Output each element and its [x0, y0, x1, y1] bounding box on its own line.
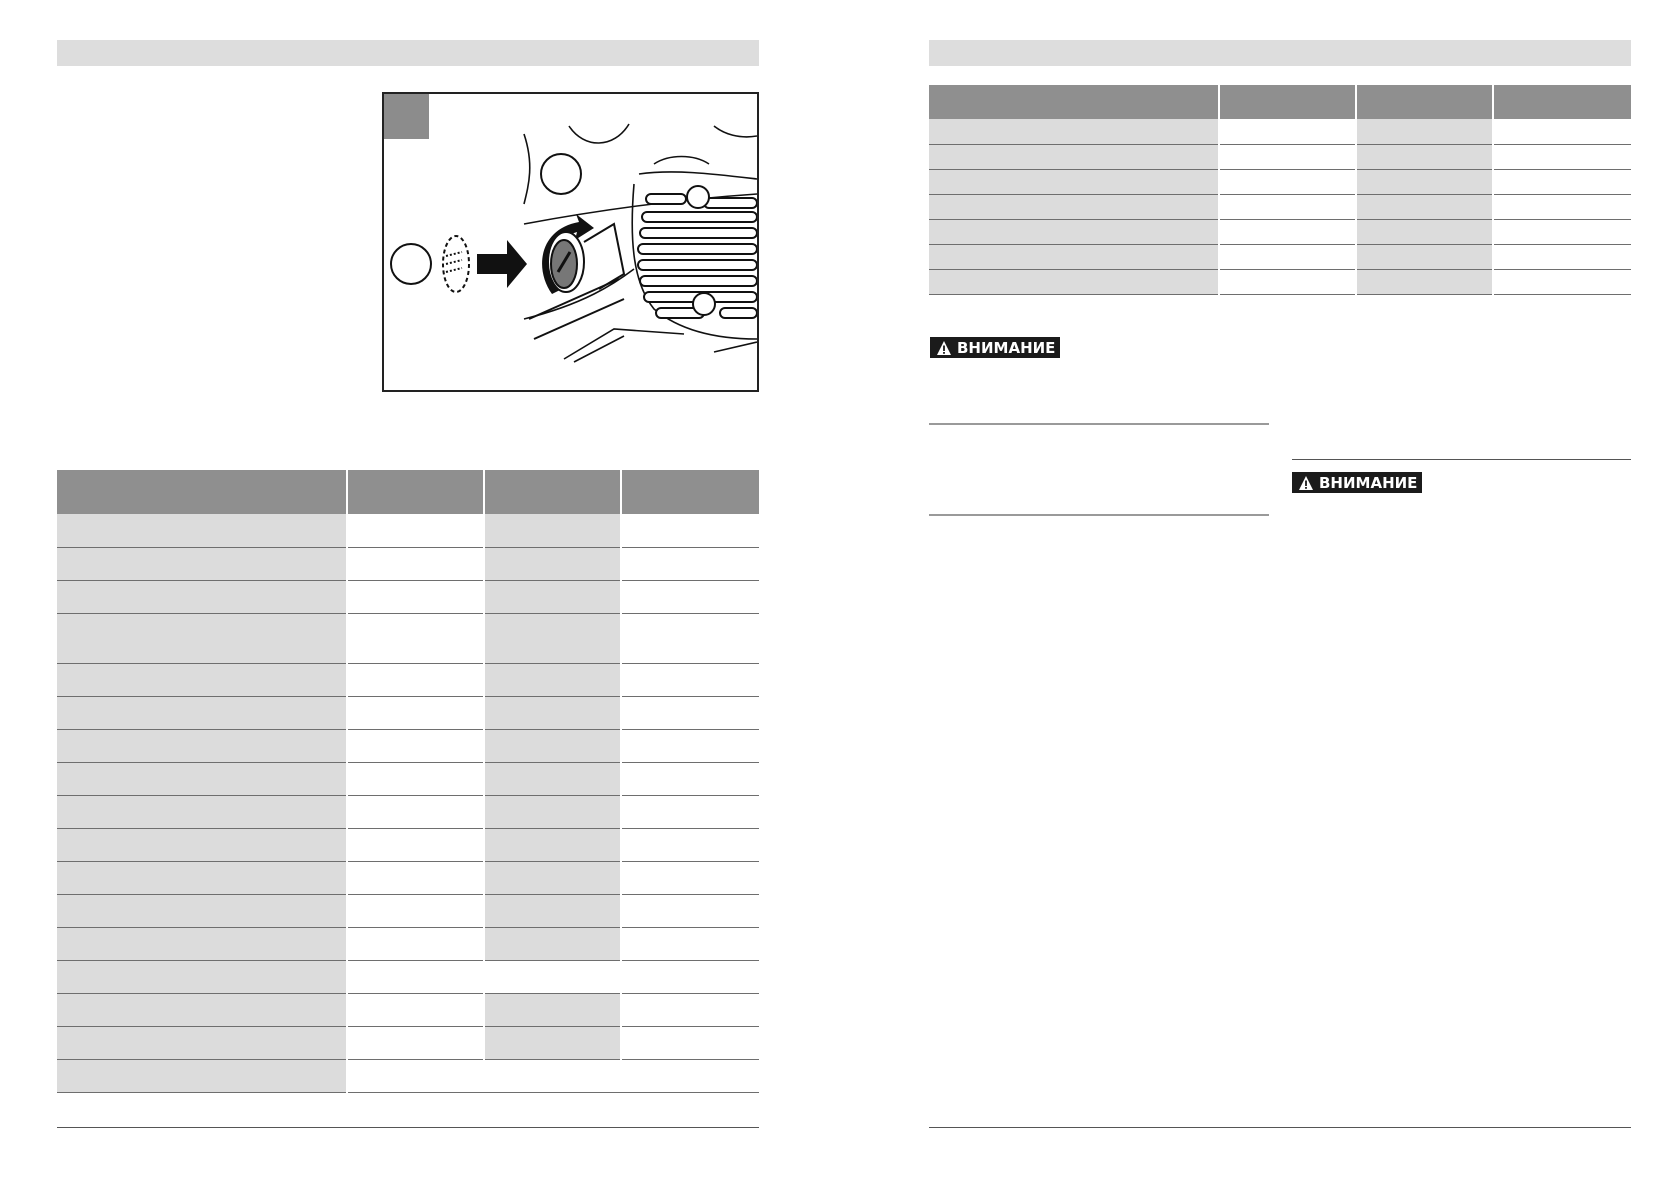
callout-2 [541, 154, 581, 194]
left-table-cell [57, 894, 347, 927]
right-table-cell [1219, 194, 1356, 219]
right-section-rule-1 [929, 423, 1269, 425]
left-table-cell [57, 1059, 347, 1092]
left-table-row [57, 663, 759, 696]
left-table-row [57, 828, 759, 861]
left-table-cell [621, 547, 759, 580]
right-col2-rule [1292, 459, 1631, 460]
right-table-cell [929, 244, 1219, 269]
warning-label-1: ВНИМАНИЕ [957, 338, 1056, 357]
left-table-cell [57, 993, 347, 1026]
right-table-cell [1356, 244, 1493, 269]
left-table-row [57, 861, 759, 894]
right-table-row [929, 194, 1631, 219]
right-table-header-4 [1493, 85, 1631, 119]
left-table-cell [484, 993, 621, 1026]
left-table-header-3 [484, 470, 621, 514]
left-table-cell [621, 993, 759, 1026]
left-spec-table [57, 470, 759, 1093]
left-table-row [57, 613, 759, 663]
right-table-cell [1493, 269, 1631, 294]
left-table-cell [484, 514, 621, 547]
left-table-header-1 [57, 470, 347, 514]
left-table-cell [57, 663, 347, 696]
left-table-cell-merged [347, 1059, 759, 1092]
right-table-cell [1356, 119, 1493, 144]
warning-badge-2 [1292, 472, 1422, 493]
left-table-cell [347, 514, 484, 547]
left-table-cell [621, 927, 759, 960]
right-footer-rule [929, 1127, 1631, 1128]
screw-cap-icon [548, 232, 584, 292]
left-table-cell [347, 729, 484, 762]
left-table-row [57, 729, 759, 762]
right-table-cell [929, 169, 1219, 194]
left-table-cell [57, 828, 347, 861]
left-table-row [57, 1026, 759, 1059]
left-table-cell [621, 861, 759, 894]
left-table-cell [347, 861, 484, 894]
left-table-row [57, 696, 759, 729]
left-table-cell [484, 613, 621, 663]
warning-label-2: ВНИМАНИЕ [1319, 473, 1418, 492]
right-table-cell [1219, 144, 1356, 169]
left-table-cell [621, 1026, 759, 1059]
left-table-cell [57, 729, 347, 762]
left-table-cell [621, 894, 759, 927]
left-table-cell [57, 696, 347, 729]
left-table-cell [347, 993, 484, 1026]
left-table-cell [621, 514, 759, 547]
left-table-cell [621, 696, 759, 729]
right-table-header-3 [1356, 85, 1493, 119]
left-table-cell [621, 762, 759, 795]
left-table-cell [347, 927, 484, 960]
right-table-cell [1356, 194, 1493, 219]
arrow-right-icon [477, 240, 527, 288]
left-table-cell [484, 663, 621, 696]
left-table-header-2 [347, 470, 484, 514]
left-table-cell [484, 894, 621, 927]
right-table-cell [1356, 169, 1493, 194]
right-table-cell [1493, 119, 1631, 144]
left-table-cell [57, 547, 347, 580]
left-table-cell [57, 1026, 347, 1059]
right-table-cell [1219, 244, 1356, 269]
left-table-cell [621, 613, 759, 663]
right-table-cell [1493, 144, 1631, 169]
right-table-cell [1219, 119, 1356, 144]
right-table-cell [929, 219, 1219, 244]
right-section-rule-2 [929, 514, 1269, 516]
right-spec-table [929, 85, 1631, 295]
right-table-row [929, 244, 1631, 269]
warning-triangle-icon [936, 340, 952, 356]
right-table-cell [929, 144, 1219, 169]
left-table-cell [347, 1026, 484, 1059]
left-table-cell [57, 960, 347, 993]
right-table-row [929, 119, 1631, 144]
right-table-header-2 [1219, 85, 1356, 119]
left-table-row [57, 547, 759, 580]
right-table-cell [1219, 219, 1356, 244]
left-table-cell [57, 762, 347, 795]
right-table-row [929, 269, 1631, 294]
left-table-cell [484, 1026, 621, 1059]
right-table-cell [1493, 244, 1631, 269]
left-table-cell [484, 762, 621, 795]
left-table-cell [347, 547, 484, 580]
figure-diagram [382, 92, 759, 392]
left-table-row [57, 927, 759, 960]
right-table-cell [1356, 219, 1493, 244]
left-table-cell [484, 828, 621, 861]
left-table-cell [57, 927, 347, 960]
left-table-cell [347, 762, 484, 795]
right-table-cell [929, 194, 1219, 219]
left-table-cell [484, 861, 621, 894]
left-table-row [57, 894, 759, 927]
left-table-cell [347, 828, 484, 861]
left-table-row [57, 960, 759, 993]
right-table-row [929, 219, 1631, 244]
left-table-header-4 [621, 470, 759, 514]
left-table-row [57, 762, 759, 795]
left-footer-rule [57, 1127, 759, 1128]
left-table-cell [347, 580, 484, 613]
left-table-cell [621, 729, 759, 762]
left-table-cell [347, 613, 484, 663]
figure-illustration [384, 94, 757, 390]
left-table-cell [484, 580, 621, 613]
left-table-cell [621, 795, 759, 828]
left-table-cell [347, 696, 484, 729]
left-table-row [57, 795, 759, 828]
left-table-row [57, 580, 759, 613]
right-table-cell [1356, 144, 1493, 169]
warning-badge-1 [930, 337, 1060, 358]
left-table-cell [484, 547, 621, 580]
right-table-cell [929, 119, 1219, 144]
left-table-row [57, 993, 759, 1026]
left-table-cell [621, 663, 759, 696]
left-table-cell [347, 894, 484, 927]
left-header-band [57, 40, 759, 66]
right-table-cell [1356, 269, 1493, 294]
left-table-row [57, 514, 759, 547]
right-header-band [929, 40, 1631, 66]
left-table-cell [57, 795, 347, 828]
left-table-cell [484, 729, 621, 762]
right-table-row [929, 144, 1631, 169]
right-table-cell [1219, 269, 1356, 294]
right-table-cell [1493, 169, 1631, 194]
left-table-cell [57, 580, 347, 613]
right-table-header-1 [929, 85, 1219, 119]
left-table-cell [484, 696, 621, 729]
warning-triangle-icon [1298, 475, 1314, 491]
right-table-cell [1493, 219, 1631, 244]
left-table-cell [57, 514, 347, 547]
left-table-cell [57, 861, 347, 894]
left-table-cell [484, 927, 621, 960]
right-table-cell [1219, 169, 1356, 194]
left-table-cell [484, 795, 621, 828]
left-table-cell [347, 663, 484, 696]
left-table-cell-merged [347, 960, 759, 993]
left-table-cell [621, 580, 759, 613]
right-table-cell [1493, 194, 1631, 219]
right-table-row [929, 169, 1631, 194]
callout-1 [391, 244, 431, 284]
right-table-cell [929, 269, 1219, 294]
left-table-cell [621, 828, 759, 861]
left-table-cell [57, 613, 347, 663]
left-table-row [57, 1059, 759, 1092]
left-table-cell [347, 795, 484, 828]
